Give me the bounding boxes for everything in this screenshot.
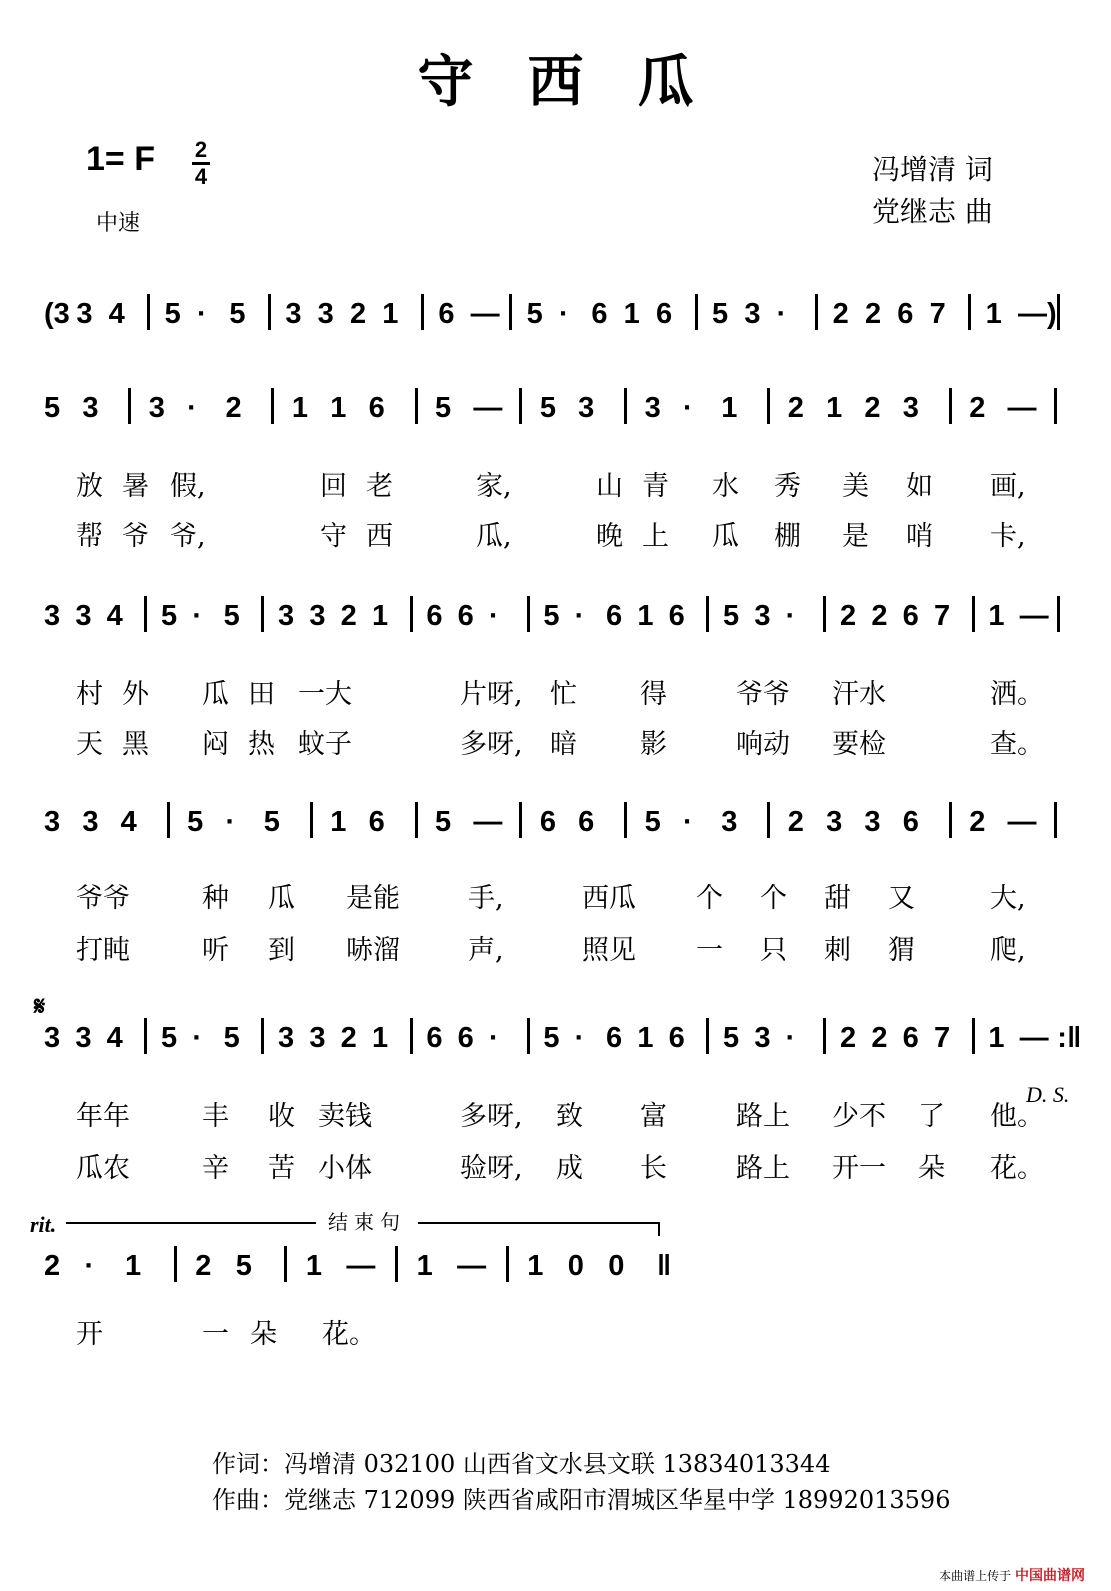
note: 5 [644,806,661,838]
note: · [785,600,796,632]
lyric-word: 瓜 [202,679,229,710]
note: 1 [985,298,1002,330]
bar-line [284,1246,287,1282]
note: 5 [223,600,240,632]
bar-line [1054,802,1057,838]
note: 1 [826,392,843,424]
dal-segno-mark: D. S. [1026,1082,1070,1107]
note: 3 [754,1022,771,1054]
note: 3 [317,298,334,330]
lyric-word: 瓜, [476,521,512,552]
lyric-word: 苦 [268,1153,295,1184]
note: —) [1017,298,1057,330]
note: 6 [902,1022,919,1054]
notes-row [44,600,1084,640]
bar-line [527,1018,530,1054]
note: 6 [591,298,608,330]
notes-row [44,806,1084,846]
note: 2 [225,392,242,424]
bar-line [167,802,170,838]
lyric-word: 丰 [202,1101,229,1132]
lyric-word: 是 [842,521,869,552]
lyric-word: 打盹 [76,935,130,966]
bar-line [415,388,418,424]
lyric-word: 得 [640,679,667,710]
bar-line [261,596,264,632]
lyric-word: 天 [76,729,103,760]
note: · [682,806,693,838]
note: 3 [285,298,302,330]
lyric-word: 村 [76,679,103,710]
bar-line [949,802,952,838]
bar-line [1057,596,1060,632]
note: 6 [368,806,385,838]
lyric-word: 暗 [550,729,577,760]
upload-text: 本曲谱上传于 [939,1569,1012,1583]
note: 5 [543,1022,560,1054]
note: 2 [340,600,357,632]
note: 5 [526,298,543,330]
lyric-word: 片呀, [460,679,523,710]
lyric-word: 洒。 [990,679,1044,710]
lyric-word: 花。 [990,1153,1044,1184]
note: 5 [723,600,740,632]
lyric-word: 开一 [832,1153,886,1184]
lyric-word: 朵 [250,1319,277,1350]
note: 5 [164,298,181,330]
note: 3 [75,600,92,632]
note: 5 [187,806,204,838]
note: 1 [330,392,347,424]
lyric-word: 暑 [122,471,149,502]
note: 3 [309,1022,326,1054]
note: 2 [864,392,881,424]
lyric-word: 到 [268,935,295,966]
lyric-word: 老 [366,471,393,502]
lyric-word: 一 [696,935,723,966]
note: 1 [291,392,309,424]
note: 1 [988,600,1005,632]
note: — [1019,1022,1049,1054]
note: 7 [934,600,951,632]
lyric-word: 朵 [918,1153,945,1184]
note: 2 [195,1250,212,1282]
note: 3 [754,600,771,632]
note: 1 [637,1022,654,1054]
lyric-word: 是能 [346,883,400,914]
lyric-word: 爷爷 [76,883,130,914]
note: 2 [871,1022,888,1054]
lyric-word: 田 [248,679,275,710]
lyric-word: 卖钱 [318,1101,372,1132]
lyric-word: 只 [760,935,787,966]
lyric-word: 路上 [736,1153,790,1184]
bar-line [767,802,770,838]
note: 2 [44,1250,61,1282]
note: — [1007,806,1037,838]
lyric-word: 年年 [76,1101,130,1132]
note: 1 [305,1250,323,1282]
lyric-word: 瓜农 [76,1153,130,1184]
note: 6 [897,298,914,330]
bar-line [519,802,522,838]
note: 1 [372,600,389,632]
notes-row [44,392,1084,432]
note: 5 [435,806,452,838]
lyric-word: 富 [640,1101,667,1132]
lyric-word: 瓜 [268,883,295,914]
note: — [457,1250,487,1282]
note: 6 [668,600,685,632]
notes-row [44,1022,1084,1062]
bar-line [128,388,131,424]
bar-line [410,596,413,632]
lyric-word: 种 [202,883,229,914]
lyric-word: 开 [76,1319,103,1350]
note: 3 [82,806,99,838]
note: · [682,392,693,424]
note: 5 [723,1022,740,1054]
tempo-marking: 中速 [96,211,141,236]
note: 1 [372,1022,389,1054]
lyric-word: 长 [640,1153,667,1184]
note: — [473,392,503,424]
lyric-word: 秀 [774,471,801,502]
note: 2 [871,600,888,632]
bar-line [415,802,418,838]
lyric-word: 外 [122,679,149,710]
note: · [785,1022,796,1054]
note: 5 [160,1022,178,1054]
lyric-word: 哧溜 [346,935,400,966]
bar-line [144,596,147,632]
ending-label: 结束句 [316,1206,418,1235]
note: — [346,1250,376,1282]
footer-composer-info: 作曲：党继志 712099 陕西省咸阳市渭城区华星中学 18992013596 [212,1486,951,1514]
lyric-word: 成 [556,1153,583,1184]
note: 5 [435,392,452,424]
bar-line [968,294,971,330]
note: · [574,1022,585,1054]
note: 2 [840,1022,857,1054]
note: 3 [277,600,295,632]
lyric-word: 少不 [832,1101,886,1132]
note: 3 [309,600,326,632]
lyric-word: 多呀, [460,729,523,760]
note: 4 [120,806,137,838]
lyric-word: 个 [760,883,787,914]
note: 1 [623,298,640,330]
lyric-word: 晚 [596,521,623,552]
bar-line [421,294,424,330]
lyricist-credit: 冯增清 词 [872,153,993,186]
note: 4 [106,600,123,632]
time-signature-bottom: 4 [194,164,208,189]
note: 7 [934,1022,951,1054]
note: 2 [787,806,804,838]
note: 3 [826,806,843,838]
note: 3 [902,392,919,424]
note: 5 [235,1250,252,1282]
note: 3 [44,806,61,838]
note: 5 [44,392,61,424]
lyric-word: 西瓜 [582,883,636,914]
note: 4 [106,1022,123,1054]
lyric-word: 青 [642,471,669,502]
note: 3 [864,806,881,838]
lyric-word: 爷爷 [736,679,790,710]
note: 2 [340,1022,357,1054]
note: 3 [644,392,661,424]
lyric-word: 假, [170,471,206,502]
lyric-word: 小体 [318,1153,372,1184]
lyric-word: 哨 [906,521,933,552]
lyric-word: 家, [476,471,512,502]
lyric-word: 照见 [582,935,636,966]
notes-row [44,1250,1084,1290]
note: 3 [75,1022,92,1054]
bar-line [506,1246,509,1282]
lyric-word: 瓜 [712,521,739,552]
note: 2 [969,806,986,838]
note: 5 [160,600,178,632]
note: 1 [527,1250,544,1282]
lyric-word: 守 [320,521,347,552]
note: 1 [988,1022,1005,1054]
lyric-word: 爬, [990,935,1026,966]
bar-line [147,294,150,330]
bar-line [395,1246,398,1282]
lyric-word: 棚 [774,521,801,552]
song-title: 守西瓜 [417,50,748,115]
note: 5 [263,806,280,838]
note: 1 [721,392,738,424]
lyric-word: 声, [468,935,504,966]
lyric-word: 响动 [736,729,790,760]
note: 5 [539,392,556,424]
lyric-word: 水 [712,471,739,502]
lyric-word: 蚊子 [298,729,352,760]
note: 0 [567,1250,584,1282]
lyric-word: 一 [202,1319,229,1350]
bar-line [1054,388,1057,424]
note: 3 [76,298,93,330]
lyric-word: 闷 [202,729,229,760]
lyric-word: 影 [640,729,667,760]
note: · [192,600,202,632]
bar-line [706,1018,709,1054]
lyric-word: 甜 [824,883,851,914]
note: 2 [787,392,804,424]
note: · [776,298,787,330]
note: · [196,298,207,330]
note: 6 [368,392,385,424]
lyric-word: 大, [990,883,1026,914]
bar-line [823,596,826,632]
note: · [192,1022,202,1054]
end-barline: ‖ [656,1250,672,1282]
segno-sign: 𝄋 [34,992,46,1022]
time-signature-top: 2 [194,137,208,162]
notes-row [44,298,1084,338]
lyric-word: 汗水 [832,679,886,710]
lyric-word: 卡, [990,521,1026,552]
note: 6 [438,298,455,330]
lyric-word: 放 [76,471,103,502]
note: 7 [929,298,946,330]
lyric-word: 回 [320,471,347,502]
lyric-word: 又 [888,883,915,914]
bar-line [261,1018,264,1054]
lyric-word: 美 [842,471,869,502]
note: 2 [349,298,367,330]
lyric-word: 画, [990,471,1026,502]
bar-line [519,388,522,424]
lyric-word: 听 [202,935,229,966]
bar-line [972,1018,975,1054]
lyric-word: 致 [556,1101,583,1132]
bar-line [1057,294,1060,330]
note: 0 [608,1250,625,1282]
note: 1 [330,806,347,838]
note: 6 [606,1022,623,1054]
note: 6 [457,600,474,632]
end-barline: :‖ [1057,1022,1082,1054]
upload-credit [939,1565,1085,1585]
lyric-word: 西 [366,521,393,552]
note: 2 [832,298,849,330]
bar-line [949,388,952,424]
note: 6 [539,806,556,838]
ending-bracket-tick [658,1222,660,1236]
bar-line [624,802,627,838]
note: — [473,806,503,838]
note: 5 [223,1022,240,1054]
note: 3 [44,1022,61,1054]
lyric-word: 猬 [888,935,915,966]
lyric-word: 花。 [322,1319,376,1350]
note: — [470,298,500,330]
note: 3 [82,392,99,424]
note: 6 [426,600,443,632]
bar-line [823,1018,826,1054]
note: 6 [457,1022,474,1054]
ritardando-mark: rit. [30,1212,57,1237]
note: · [559,298,569,330]
bar-line [268,294,271,330]
bar-line [767,388,770,424]
note: 3 [44,600,61,632]
note: · [489,600,499,632]
bar-line [509,294,512,330]
lyric-word: 多呀, [460,1101,523,1132]
bar-line [174,1246,177,1282]
lyric-word: 山 [596,471,623,502]
note: — [1019,600,1049,632]
note: 2 [864,298,882,330]
lyric-word: 个 [696,883,723,914]
note: 1 [125,1250,142,1282]
time-signature [192,138,210,189]
composer-credit: 党继志 曲 [872,195,993,228]
note: 1 [416,1250,433,1282]
lyric-word: 上 [642,521,669,552]
footer-lyricist-info: 作词：冯增清 032100 山西省文水县文联 13834013344 [212,1450,831,1478]
site-logo-text: 中国曲谱网 [1015,1568,1085,1584]
note: 3 [721,806,738,838]
note: 1 [637,600,654,632]
bar-line [972,596,975,632]
bar-line [527,596,530,632]
lyric-word: 收 [268,1101,295,1132]
note: 5 [711,298,729,330]
note: · [225,806,236,838]
note: 3 [578,392,595,424]
note: 2 [840,600,857,632]
note: 6 [426,1022,443,1054]
lyric-word: 了 [918,1101,945,1132]
lyric-word: 帮 [76,521,103,552]
note: · [489,1022,499,1054]
lyric-word: 忙 [550,679,577,710]
note: 6 [668,1022,685,1054]
note: 6 [655,298,673,330]
key-signature: 1= F [86,140,155,178]
bar-line [695,294,698,330]
lyric-word: 手, [468,883,504,914]
note: 6 [902,806,919,838]
lyric-word: 辛 [202,1153,229,1184]
lyric-word: 他。 [990,1101,1044,1132]
lyric-word: 要检 [832,729,886,760]
bar-line [815,294,818,330]
note: 3 [744,298,761,330]
lyric-word: 刺 [824,935,851,966]
note: 5 [543,600,560,632]
lyric-word: 查。 [990,729,1044,760]
bar-line [271,388,274,424]
note: (3 [44,298,70,330]
note: · [187,392,197,424]
bar-line [624,388,627,424]
lyric-word: 黑 [122,729,149,760]
note: — [1007,392,1037,424]
lyric-word: 一大 [298,679,352,710]
note: 3 [148,392,165,424]
note: 2 [969,392,986,424]
note: 4 [108,298,125,330]
note: 6 [578,806,595,838]
lyric-word: 路上 [736,1101,790,1132]
note: · [574,600,585,632]
note: 5 [229,298,246,330]
note: · [84,1250,95,1282]
lyric-word: 如 [906,471,933,502]
bar-line [144,1018,147,1054]
lyric-word: 爷, [170,521,206,552]
bar-line [410,1018,413,1054]
note: 1 [382,298,399,330]
bar-line [706,596,709,632]
note: 6 [606,600,623,632]
lyric-word: 验呀, [460,1153,523,1184]
lyric-word: 爷 [122,521,149,552]
lyric-word: 热 [248,729,275,760]
note: 3 [277,1022,295,1054]
bar-line [310,802,313,838]
note: 6 [902,600,919,632]
